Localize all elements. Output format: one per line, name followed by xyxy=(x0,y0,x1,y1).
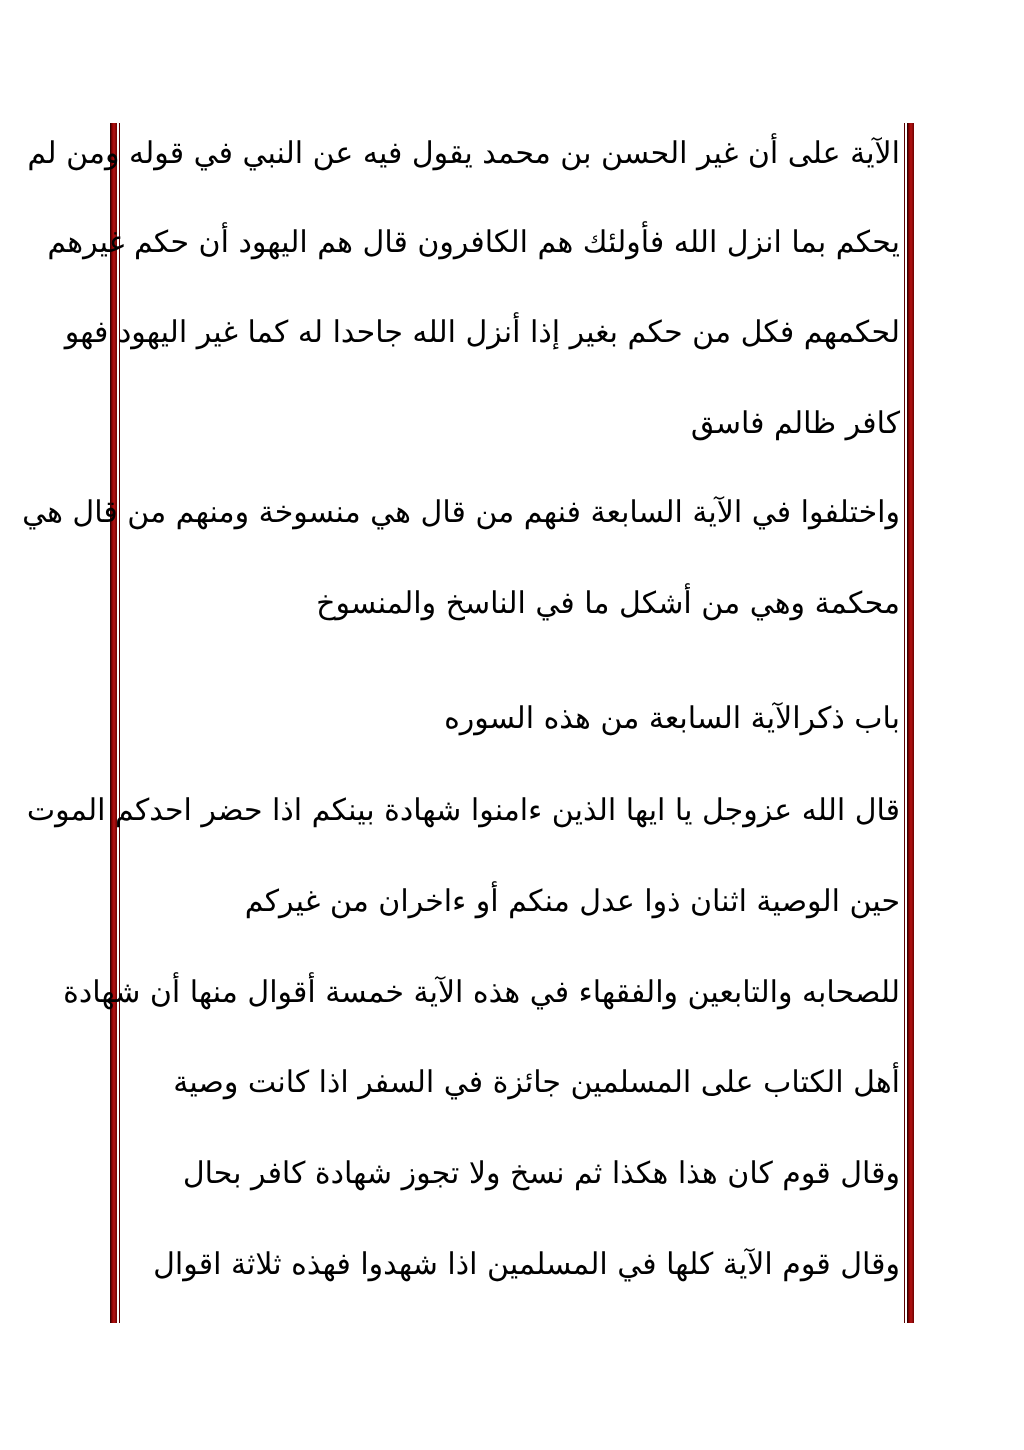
text-line: كافر ظالم فاسق xyxy=(690,406,900,441)
text-line: محكمة وهي من أشكل ما في الناسخ والمنسوخ xyxy=(316,586,900,621)
text-line: حين الوصية اثنان ذوا عدل منكم أو ءاخران من غيركم xyxy=(244,884,900,919)
text-line: وقال قوم كان هذا هكذا ثم نسخ ولا تجوز شهادة كافر بحال xyxy=(182,1156,900,1191)
text-line: الآية على أن غير الحسن بن محمد يقول فيه عن النبي في قوله ومن لم xyxy=(27,136,900,171)
section-heading: باب ذكرالآية السابعة من هذه السوره xyxy=(444,701,900,736)
text-line: واختلفوا في الآية السابعة فنهم من قال هي منسوخة ومنهم من قال هي xyxy=(22,495,900,530)
text-line: قال الله عزوجل يا ايها الذين ءامنوا شهادة بينكم اذا حضر احدكم الموت xyxy=(26,793,900,828)
text-line: وقال قوم الآية كلها في المسلمين اذا شهدوا فهذه ثلاثة اقوال xyxy=(153,1247,900,1282)
text-line: لحكمهم فكل من حكم بغير إذا أنزل الله جاحدا له كما غير اليهود فهو xyxy=(64,315,900,350)
text-line: أهل الكتاب على المسلمين جائزة في السفر اذا كانت وصية xyxy=(173,1065,900,1100)
text-line: للصحابه والتابعين والفقهاء في هذه الآية خمسة أقوال منها أن شهادة xyxy=(63,975,900,1010)
text-line: يحكم بما انزل الله فأولئك هم الكافرون قال هم اليهود أن حكم غيرهم xyxy=(47,225,900,260)
